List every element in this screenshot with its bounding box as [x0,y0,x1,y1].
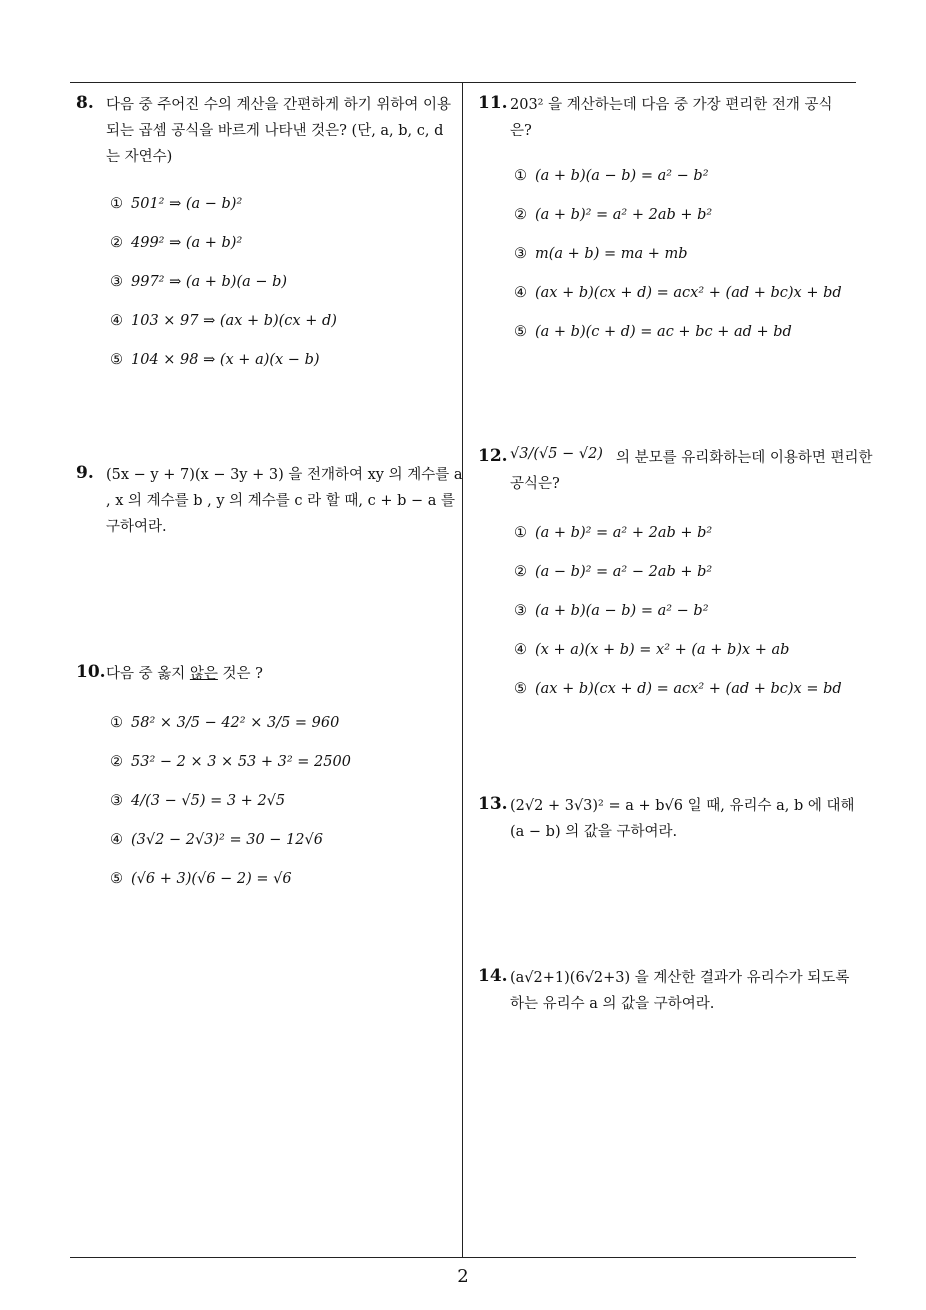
question-text-line: 되는 곱셈 공식을 바르게 나타낸 것은? (단, a, b, c, d [106,123,444,139]
option-marker: ③ [110,793,123,809]
question-text: 다음 중 옳지 [106,666,190,682]
question-number: 14. [478,966,508,986]
question-text-line: , x 의 계수를 b , y 의 계수를 c 라 할 때, c + b − a 를 [106,493,455,509]
option-marker: ⑤ [110,871,123,887]
answer-option[interactable] [110,352,320,368]
question-text-line: (2√2 + 3√3)² = a + b√6 일 때, 유리수 a, b 에 대해 [510,798,855,814]
option-text: (a + b)² = a² + 2ab + b² [535,525,713,541]
answer-option[interactable] [514,525,712,541]
question-text-line [106,662,263,683]
question-text-line: 203² 을 계산하는데 다음 중 가장 편리한 전개 공식 [510,97,833,113]
bottom-rule [70,1257,856,1258]
page-number: 2 [457,1266,469,1287]
option-text: (√6 + 3)(√6 − 2) = √6 [131,871,292,887]
question-text-line: 공식은? [510,476,560,492]
option-text: m(a + b) = ma + mb [535,246,688,262]
answer-option[interactable] [514,324,792,340]
option-marker: ⑤ [514,324,527,340]
option-marker: ② [514,207,527,223]
option-text: 997² ⇒ (a + b)(a − b) [131,274,288,290]
option-marker: ⑤ [514,681,527,697]
answer-option[interactable] [110,313,337,329]
option-text: (a + b)(a − b) = a² − b² [535,168,709,184]
option-marker: ④ [110,313,123,329]
question-number: 10. [76,662,106,682]
question-text-line: 은? [510,123,532,139]
option-text: 103 × 97 ⇒ (ax + b)(cx + d) [131,313,337,329]
option-marker: ③ [514,246,527,262]
question-text-line: 다음 중 주어진 수의 계산을 간편하게 하기 위하여 이용 [106,97,452,113]
answer-option[interactable] [514,168,709,184]
option-text: (a + b)(c + d) = ac + bc + ad + bd [535,324,792,340]
option-marker: ④ [514,642,527,658]
answer-option[interactable] [110,274,287,290]
option-text: 53² − 2 × 3 × 53 + 3² = 2500 [131,754,351,770]
answer-option[interactable] [110,196,242,212]
option-marker: ② [514,564,527,580]
question-text-line: 의 분모를 유리화하는데 이용하면 편리한 [616,450,873,466]
question-text-line: 는 자연수) [106,149,173,165]
option-text: 58² × 3/5 − 42² × 3/5 = 960 [131,715,340,731]
question-number: 13. [478,794,508,814]
option-text: (ax + b)(cx + d) = acx² + (ad + bc)x = bd [535,681,842,697]
option-text: 104 × 98 ⇒ (x + a)(x − b) [131,352,320,368]
question-number: 8. [76,93,94,113]
option-marker: ④ [514,285,527,301]
option-marker: ① [110,196,123,212]
answer-option[interactable] [514,564,712,580]
answer-option[interactable] [514,285,842,301]
question-text-line: (a√2+1)(6√2+3) 을 계산한 결과가 유리수가 되도록 [510,970,850,986]
question-text-line: 구하여라. [106,519,167,535]
option-text: (ax + b)(cx + d) = acx² + (ad + bc)x + bd [535,285,842,301]
question-text-line: 하는 유리수 a 의 값을 구하여라. [510,996,715,1012]
option-marker: ① [514,525,527,541]
question-text-line: (5x − y + 7)(x − 3y + 3) 을 전개하여 xy 의 계수를 a [106,467,463,483]
answer-option[interactable] [514,246,688,262]
question-number: 11. [478,93,508,113]
option-text: (a + b)² = a² + 2ab + b² [535,207,713,223]
answer-option[interactable] [110,832,323,848]
answer-option[interactable] [110,793,285,809]
option-text: 501² ⇒ (a − b)² [131,196,243,212]
option-marker: ④ [110,832,123,848]
answer-option[interactable] [110,235,242,251]
answer-option[interactable] [514,642,789,658]
answer-option[interactable] [514,207,712,223]
fraction-expression: √3/(√5 − √2) [510,446,603,462]
answer-option[interactable] [110,871,292,887]
question-number: 9. [76,463,94,483]
option-marker: ③ [514,603,527,619]
option-text: (x + a)(x + b) = x² + (a + b)x + ab [535,642,790,658]
emphasis-underlined: 않은 [189,666,218,682]
option-text: (a + b)(a − b) = a² − b² [535,603,709,619]
option-text: (a − b)² = a² − 2ab + b² [535,564,713,580]
column-divider [462,82,463,1258]
question-number: 12. [478,446,508,466]
top-rule [70,82,856,83]
question-text: 것은 ? [217,666,263,682]
answer-option[interactable] [110,715,339,731]
option-text: (3√2 − 2√3)² = 30 − 12√6 [131,832,323,848]
answer-option[interactable] [514,681,842,697]
answer-option[interactable] [514,603,709,619]
option-marker: ① [110,715,123,731]
option-marker: ② [110,754,123,770]
question-text-line: (a − b) 의 값을 구하여라. [510,824,678,840]
option-marker: ⑤ [110,352,123,368]
option-marker: ③ [110,274,123,290]
option-marker: ① [514,168,527,184]
option-text: 4/(3 − √5) = 3 + 2√5 [131,793,286,809]
option-marker: ② [110,235,123,251]
option-text: 499² ⇒ (a + b)² [131,235,243,251]
answer-option[interactable] [110,754,351,770]
